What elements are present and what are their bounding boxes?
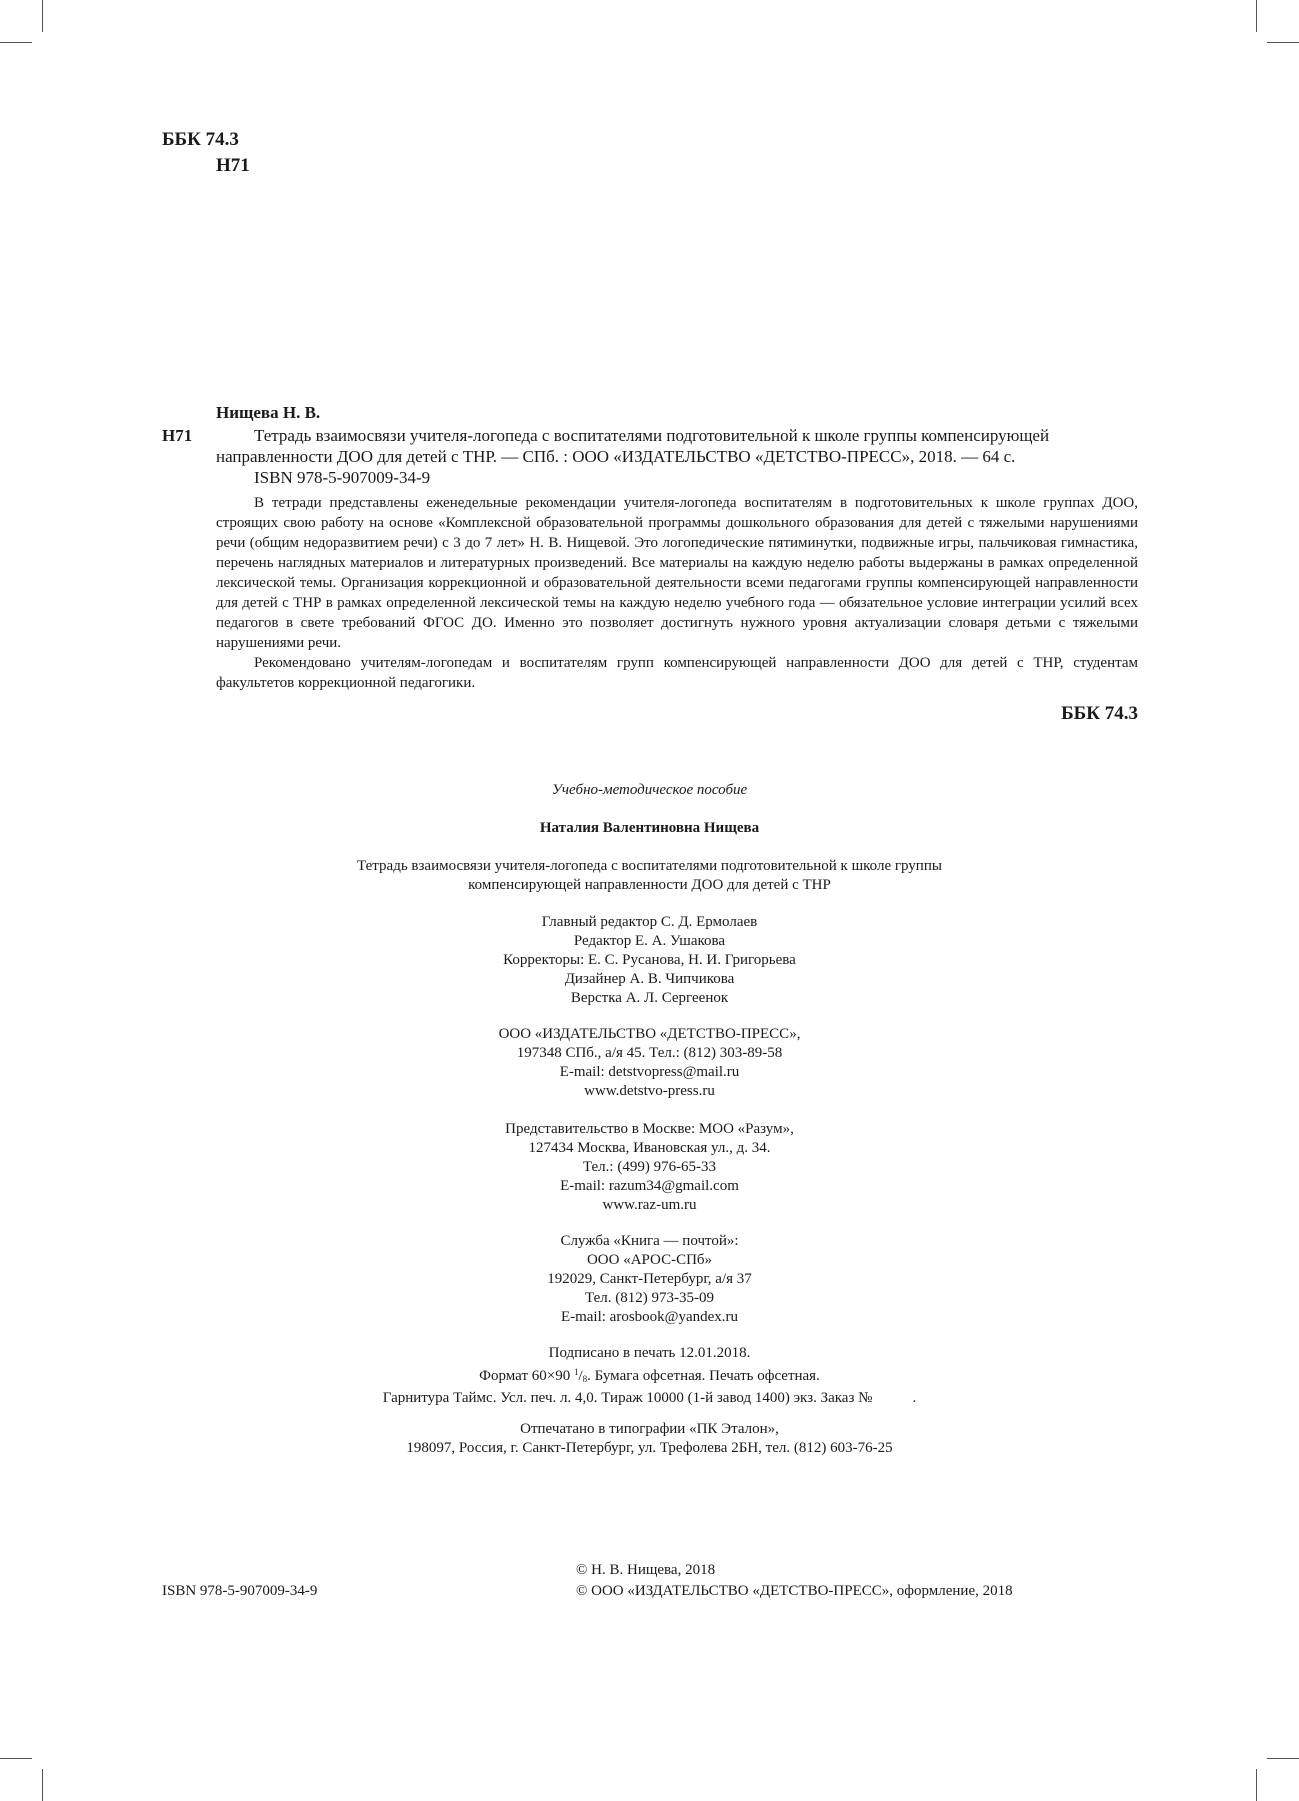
moscow-line: E-mail: razum34@gmail.com bbox=[560, 1178, 739, 1194]
crop-mark bbox=[42, 1769, 43, 1801]
publisher-line: E-mail: detstvopress@mail.ru bbox=[559, 1064, 740, 1080]
moscow-office bbox=[0, 1120, 1299, 1215]
crop-mark bbox=[1267, 42, 1299, 43]
print-details bbox=[0, 1344, 1299, 1408]
crop-mark bbox=[42, 0, 43, 32]
mail-service bbox=[0, 1232, 1299, 1327]
format-line: Формат 60×90 $^1/_8$. Бумага офсетная. Печать офсетная. bbox=[479, 1367, 820, 1384]
staff-line: Дизайнер А. В. Чипчикова bbox=[564, 971, 735, 987]
copyright-publisher: © ООО «ИЗДАТЕЛЬСТВО «ДЕТСТВО-ПРЕСС», оформление, 2018 bbox=[576, 1583, 1013, 1599]
typeface-text: Гарнитура Таймс. Усл. печ. л. 4,0. Тираж 10000 (1-й завод 1400) экз. Заказ № bbox=[382, 1390, 873, 1406]
printing-house bbox=[0, 1420, 1299, 1458]
mail-line: ООО «АРОС-СПб» bbox=[586, 1252, 713, 1268]
record-title-line2: направленности ДОО для детей с ТНР. — СПб. : ООО «ИЗДАТЕЛЬСТВО «ДЕТСТВО-ПРЕСС», 2018. — 64 с. bbox=[216, 447, 1016, 466]
annotation-paragraph: В тетради представлены еженедельные рекомендации учителя-логопеда воспитателям в подготовительных к школе группах ДОО, строящих свою работу на основе «Комплексной образовательной программы дошкольного образования для детей с тяжелыми нарушениями речи (общим недоразвитием речи) с 3 до 7 лет» Н. В. Нищевой. Это логопедические пятиминутки, подвижные игры, пальчиковая гимнастика, перечень наглядных материалов и литературных произведений. Все материалы на каждую неделю работы выдержаны в рамках определенной лексической темы. Организация коррекционной и образовательной деятельности всеми педагогами группы компенсирующей направленности для детей с ТНР в рамках определенной лексической темы на каждую неделю учебного года — обязательное условие интеграции усилий всех педагогов в свете требований ФГОС ДО. Именно это позволяет достигнуть нужного уровня актуализации словаря детьми с тяжелыми нарушениями речи. bbox=[216, 495, 1138, 651]
format-numerator: 1 bbox=[573, 1367, 579, 1377]
moscow-line: Тел.: (499) 976-65-33 bbox=[582, 1159, 717, 1175]
author-full-name: Наталия Валентиновна Нищева bbox=[539, 820, 760, 836]
format-denominator: 8 bbox=[582, 1374, 588, 1384]
publisher-line: www.detstvo-press.ru bbox=[584, 1083, 715, 1099]
mail-line: 192029, Санкт-Петербург, а/я 37 bbox=[547, 1271, 752, 1287]
bbk-code: ББК 74.3 bbox=[162, 129, 239, 150]
crop-mark bbox=[1267, 1758, 1299, 1759]
annotation bbox=[216, 493, 1138, 693]
staff-line: Редактор Е. А. Ушакова bbox=[573, 933, 726, 949]
publisher-line: ООО «ИЗДАТЕЛЬСТВО «ДЕТСТВО-ПРЕСС», bbox=[498, 1026, 801, 1042]
moscow-line: www.raz-um.ru bbox=[602, 1197, 697, 1213]
record-title bbox=[216, 425, 1138, 488]
imprint-title-line: компенсирующей направленности ДОО для детей с ТНР bbox=[468, 877, 831, 893]
footer-isbn: ISBN 978-5-907009-34-9 bbox=[162, 1583, 318, 1599]
bbk-code-bottom: ББК 74.3 bbox=[1061, 703, 1138, 724]
record-author: Нищева Н. В. bbox=[216, 403, 321, 422]
mail-line: E-mail: arosbook@yandex.ru bbox=[560, 1309, 739, 1325]
typeface-end: . bbox=[912, 1390, 917, 1406]
imprint-title-line: Тетрадь взаимосвязи учителя-логопеда с воспитателями подготовительной к школе группы bbox=[357, 858, 942, 874]
typeface-line bbox=[0, 1389, 1299, 1408]
crop-mark bbox=[1256, 0, 1257, 32]
mail-line: Тел. (812) 973-35-09 bbox=[585, 1290, 714, 1306]
crop-mark bbox=[1256, 1769, 1257, 1801]
printed-line: 198097, Россия, г. Санкт-Петербург, ул. Трефолева 2БН, тел. (812) 603-76-25 bbox=[406, 1440, 893, 1456]
record-sign: Н71 bbox=[162, 426, 193, 445]
moscow-line: 127434 Москва, Ивановская ул., д. 34. bbox=[528, 1140, 771, 1156]
publisher-line: 197348 СПб., а/я 45. Тел.: (812) 303-89-58 bbox=[516, 1045, 783, 1061]
moscow-line: Представительство в Москве: МОО «Разум», bbox=[505, 1121, 794, 1137]
author-sign: Н71 bbox=[216, 155, 250, 176]
signed-line: Подписано в печать 12.01.2018. bbox=[548, 1345, 751, 1361]
format-prefix: Формат 60×90 bbox=[479, 1368, 571, 1384]
annotation-paragraph: Рекомендовано учителям-логопедам и воспитателям групп компенсирующей направленности ДОО для детей с ТНР, студентам факультетов коррекционной педагогики. bbox=[216, 655, 1138, 691]
staff-line: Главный редактор С. Д. Ермолаев bbox=[541, 914, 758, 930]
mail-line: Служба «Книга — почтой»: bbox=[560, 1233, 739, 1249]
staff-line: Корректоры: Е. С. Русанова, Н. И. Григорьева bbox=[503, 952, 796, 968]
printed-line: Отпечатано в типографии «ПК Эталон», bbox=[520, 1421, 779, 1437]
crop-mark bbox=[0, 42, 32, 43]
genre: Учебно-методическое пособие bbox=[551, 782, 748, 798]
record-isbn: ISBN 978-5-907009-34-9 bbox=[254, 468, 431, 487]
crop-mark bbox=[0, 1758, 32, 1759]
staff-line: Верстка А. Л. Сергеенок bbox=[570, 990, 729, 1006]
imprint-title bbox=[0, 857, 1299, 895]
staff-list bbox=[0, 913, 1299, 1008]
copyright-author: © Н. В. Нищева, 2018 bbox=[576, 1562, 716, 1578]
format-suffix: . Бумага офсетная. Печать офсетная. bbox=[587, 1368, 820, 1384]
publisher-info bbox=[0, 1025, 1299, 1101]
record-title-line1: Тетрадь взаимосвязи учителя-логопеда с воспитателями подготовительной к школе группы компенсирующей bbox=[254, 426, 1050, 445]
